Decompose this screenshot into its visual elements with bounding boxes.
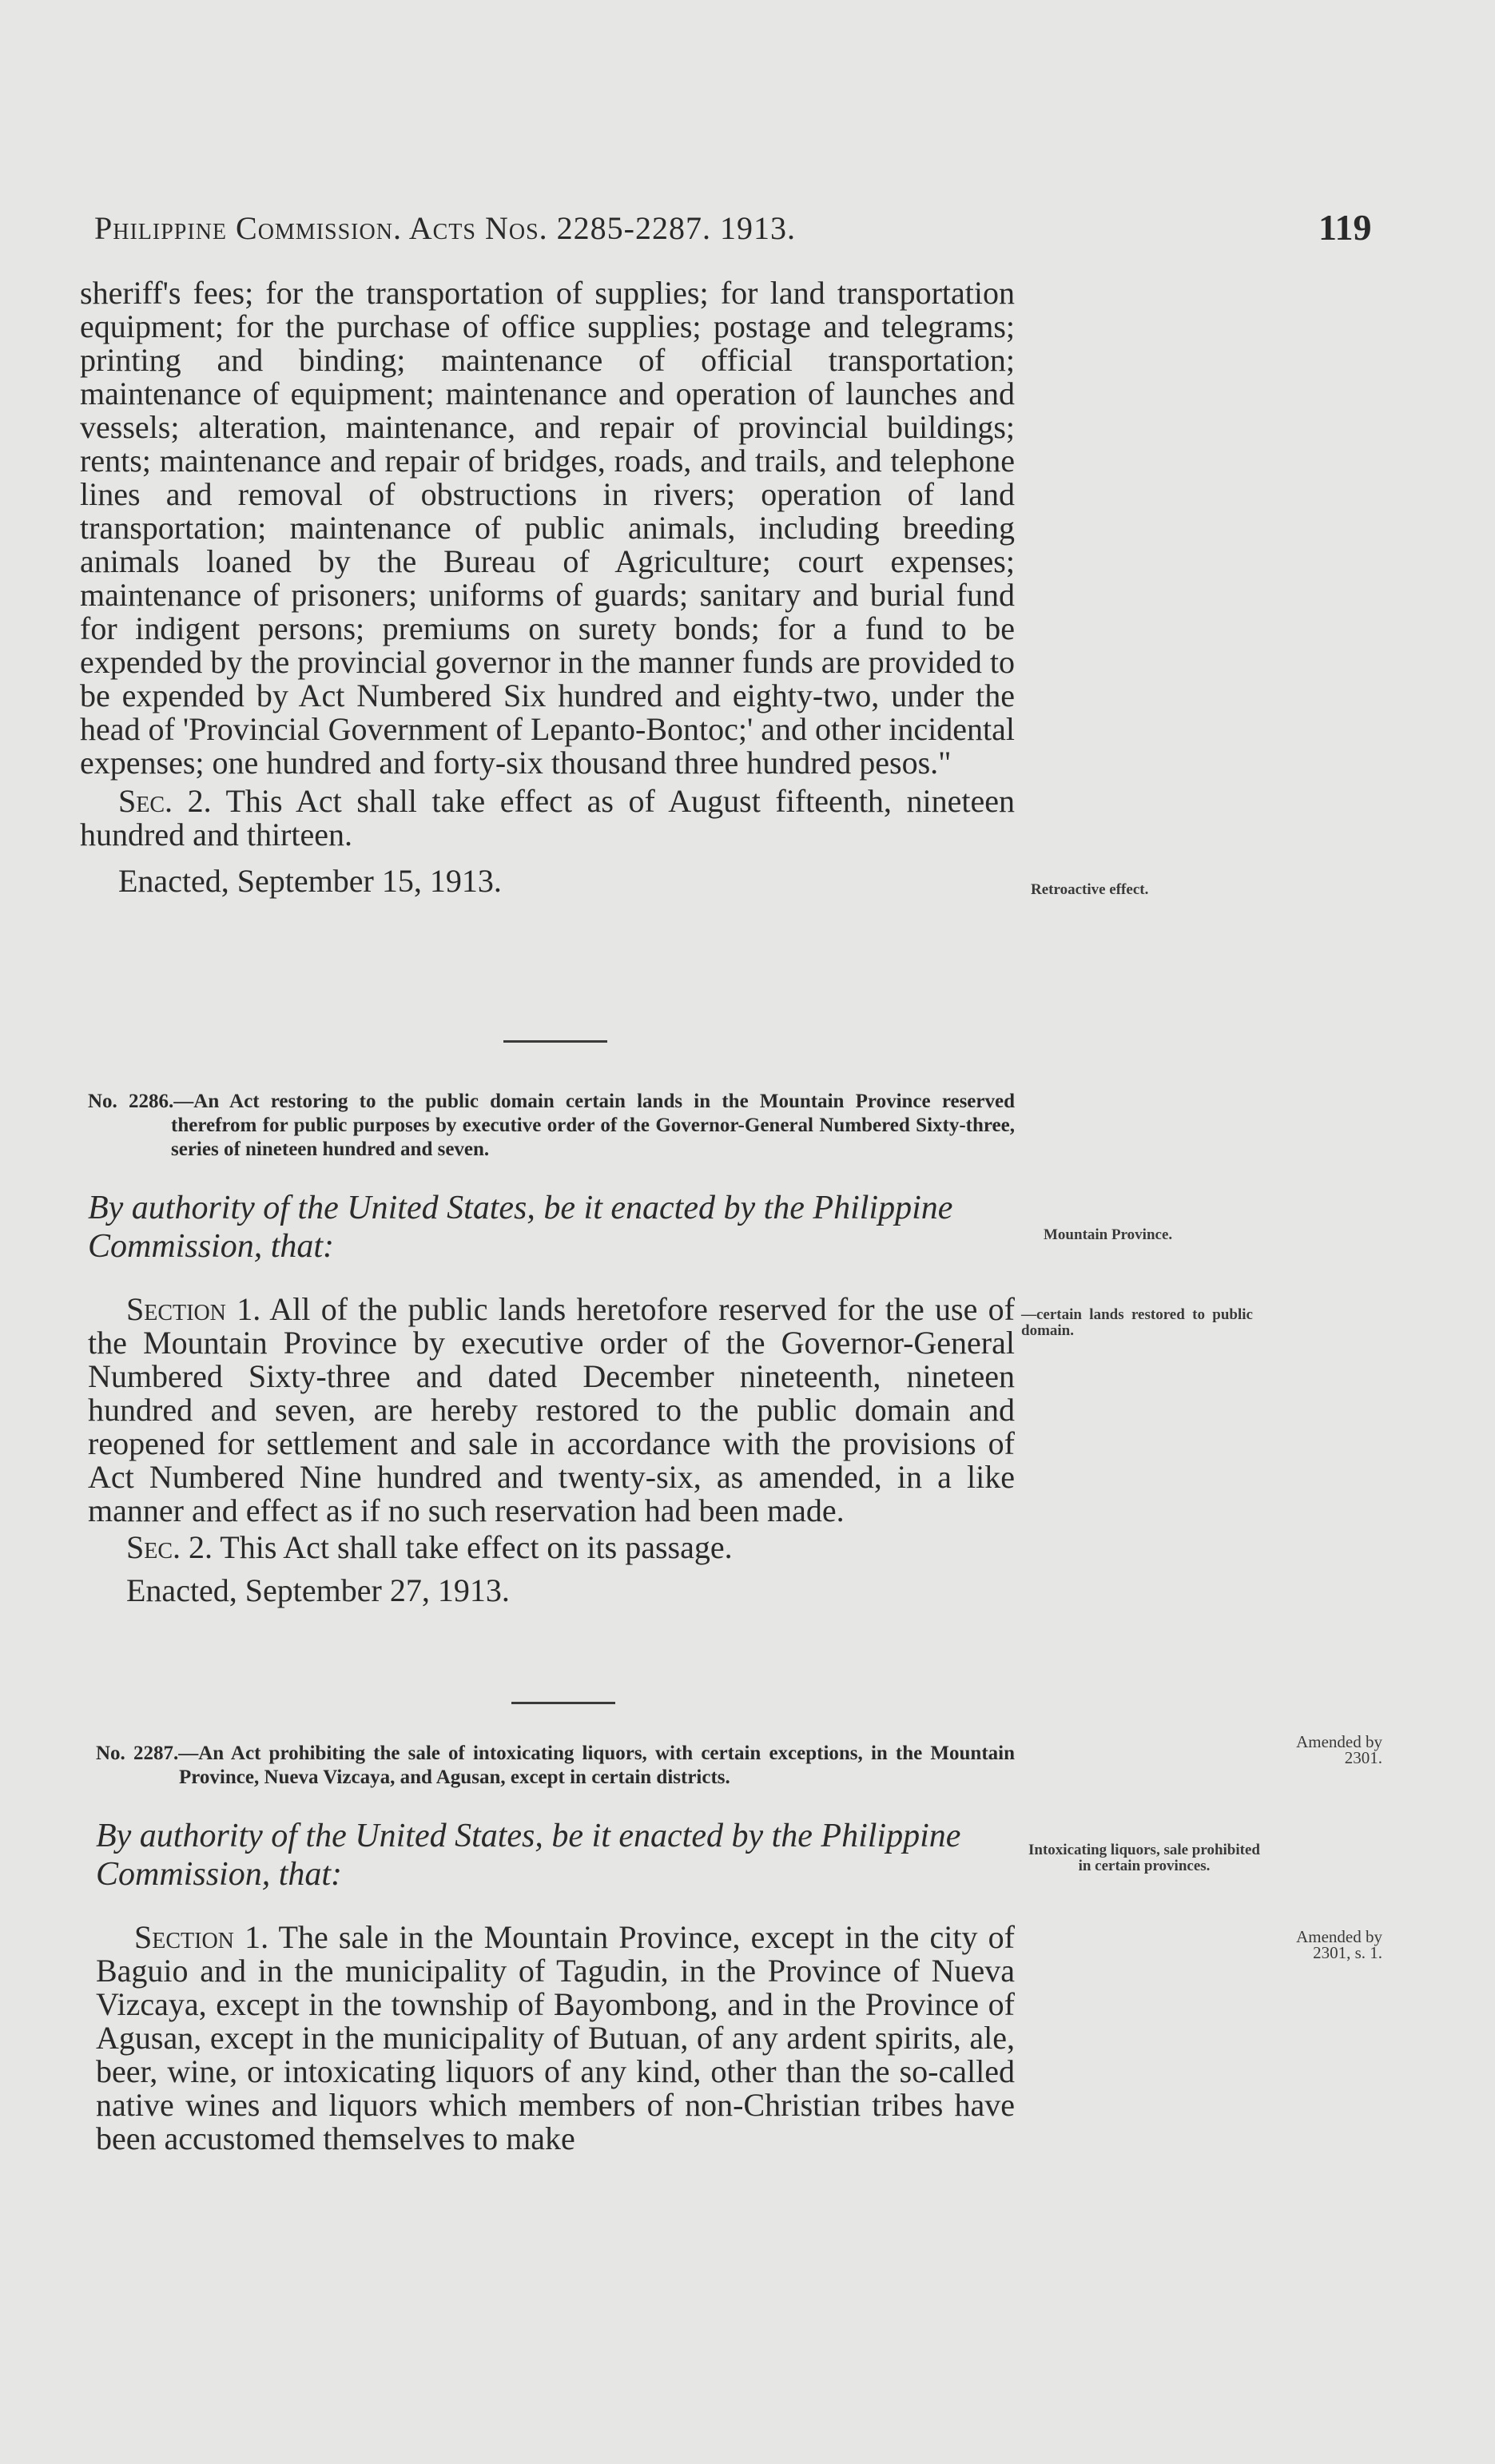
section-label: Section 1.: [134, 1919, 269, 1955]
act-2286-title: No. 2286.—An Act restoring to the public domain certain lands in the Mountain Province reserved therefrom for public purposes by executive order of the Governor-General Numbered Sixty-three, series of nineteen hundred and seven.: [88, 1091, 1015, 1160]
page-header: [94, 206, 1373, 262]
continuation-paragraph: sheriff's fees; for the transportation of supplies; for land transportation equipment; for the purchase of office supplies; postage and telegrams; printing and binding; maintenance of official transportation; maintenance of equipment; maintenance and operation of launches and vessels; alteration, maintenance, and repair of provincial buildings; rents; maintenance and repair of bridges, roads, and trails, and telephone lines and removal of obstructions in rivers; operation of land transportation; maintenance of public animals, including breeding animals loaned by the Bureau of Agriculture; court expenses; maintenance of prisoners; uniforms of guards; sanitary and burial fund for indigent persons; premiums on surety bonds; for a fund to be expended by the provincial governor in the manner funds are provided to be expended by Act Numbered Six hundred and eighty-two, under the head of 'Provincial Government of Lepanto-Bontoc;' and other incidental expenses; one hundred and forty-six thousand three hundred pesos.": [80, 275, 1015, 781]
act-2286-enacted: Enacted, September 27, 1913.: [126, 1572, 510, 1608]
act-2287-title: No. 2287.—An Act prohibiting the sale of intoxicating liquors, with certain exceptions, in the Mountain Province, Nueva Vizcaya, and Agusan, except in certain districts.: [96, 1743, 1015, 1788]
margin-note-mountain-province: Mountain Province.: [1044, 1226, 1173, 1243]
section-text: This Act shall take effect as of August fifteenth, nineteen hundred and thirteen.: [80, 783, 1015, 852]
act-2285-enacted: Enacted, September 15, 1913.: [118, 863, 502, 899]
separator-rule: [503, 1040, 607, 1043]
section-text: This Act shall take effect on its passage.: [213, 1529, 733, 1565]
separator-rule: [511, 1702, 615, 1704]
act-2286-section-1: [88, 1293, 1015, 1528]
act-2287-enacting-clause: By authority of the United States, be it enacted by the Philippine Commission, that:: [96, 1818, 961, 1893]
section-label: Sec. 2.: [118, 783, 212, 819]
section-text: All of the public lands heretofore reserved for the use of the Mountain Province by executive order of the Governor-General Numbered Sixty-three and dated December nineteenth, nineteen hundred and seven, are hereby restored to the public domain and reopened for settlement and sale in accordance with the provisions of Act Numbered Nine hundred and twenty-six, as amended, in a like manner and effect as if no such reservation had been made.: [88, 1291, 1015, 1528]
section-text: The sale in the Mountain Province, except in the city of Baguio and in the municipality of Tagudin, in the Province of Nueva Vizcaya, except in the township of Bayombong, and in the Province of Agusan, except in the municipality of Butuan, of any ardent spirits, ale, beer, wine, or intoxicating liquors of any kind, other than the so-called native wines and liquors which members of non-Christian tribes have been accustomed themselves to make: [96, 1919, 1015, 2156]
margin-note-retroactive: Retroactive effect.: [1031, 881, 1149, 898]
act-2287: [96, 1742, 1015, 2156]
running-head: Philippine Commission. Acts Nos. 2285-2287. 1913.: [94, 210, 796, 246]
act-2286-enacting-clause: By authority of the United States, be it enacted by the Philippine Commission, that:: [88, 1190, 953, 1265]
act-2285-continuation: [80, 276, 1015, 898]
section-label: Sec. 2.: [126, 1529, 213, 1565]
section-label: Section 1.: [126, 1291, 261, 1327]
act-2287-section-1: [96, 1921, 1015, 2156]
margin-note-intoxicating-liquors: Intoxicating liquors, sale prohibited in certain provinces.: [1028, 1842, 1260, 1874]
margin-note-amended-by-2301: Amended by 2301.: [1296, 1732, 1382, 1767]
margin-note-lands-restored: —certain lands restored to public domain.: [1021, 1306, 1253, 1339]
act-2285-section-2: [80, 785, 1015, 852]
page-number: 119: [1318, 207, 1372, 248]
act-2286-section-2: [88, 1531, 1015, 1564]
act-2286: [88, 1090, 1015, 1608]
margin-note-amended-by-2301-s1: Amended by 2301, s. 1.: [1296, 1927, 1382, 1962]
